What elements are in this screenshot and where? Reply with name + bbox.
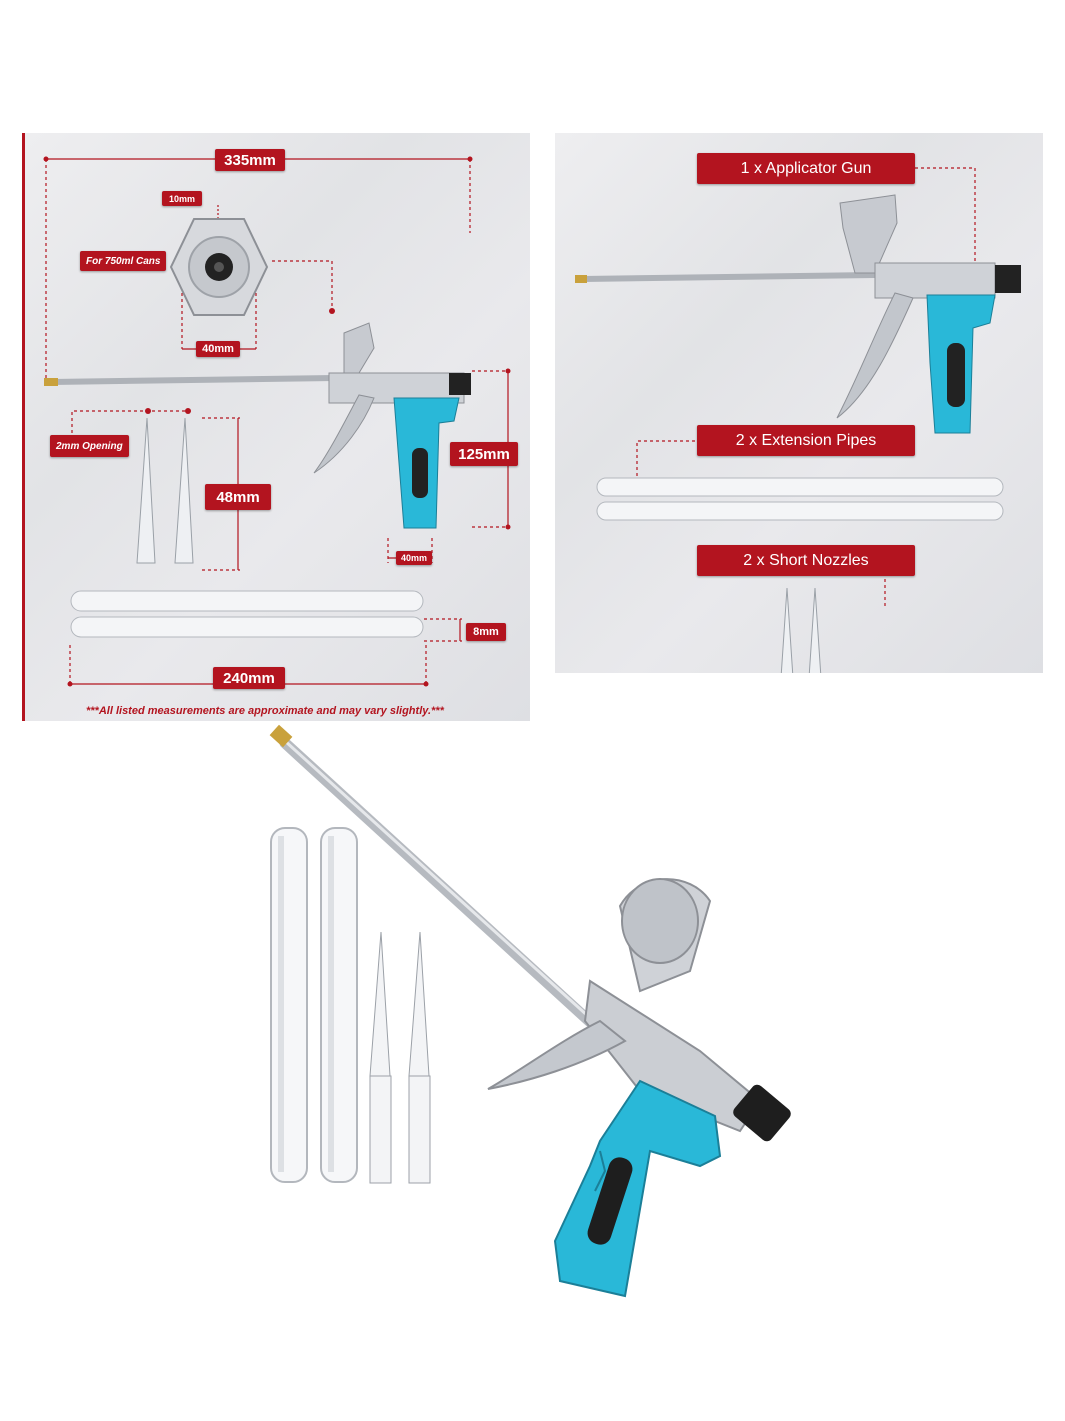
item-label-pipes: 2 x Extension Pipes xyxy=(697,425,915,456)
item-label-nozzles: 2 x Short Nozzles xyxy=(697,545,915,576)
dim-label-height: 125mm xyxy=(450,442,518,466)
dim-label-adapter-hole: 10mm xyxy=(162,191,202,206)
item-label-gun: 1 x Applicator Gun xyxy=(697,153,915,184)
contents-panel xyxy=(555,133,1043,673)
short-nozzles-image xyxy=(775,588,835,673)
extension-pipes-image xyxy=(595,476,1005,526)
dim-label-pipe-length: 240mm xyxy=(213,667,285,689)
extension-pipes-image xyxy=(69,585,429,645)
dim-label-nozzle-length: 48mm xyxy=(205,484,271,510)
extension-pipes xyxy=(271,828,357,1182)
can-adapter-image xyxy=(169,217,269,317)
dim-label-handle-width: 40mm xyxy=(396,551,432,565)
product-photo xyxy=(0,721,1065,1421)
dimensions-panel xyxy=(22,133,530,721)
disclaimer: ***All listed measurements are approximate and may vary slightly.*** xyxy=(86,705,444,717)
note-opening: 2mm Opening xyxy=(50,435,129,457)
note-cans: For 750ml Cans xyxy=(80,251,166,271)
dim-label-adapter-width: 40mm xyxy=(196,341,240,357)
short-nozzles xyxy=(370,932,430,1183)
short-nozzles-image xyxy=(127,413,197,573)
dim-label-pipe-diameter: 8mm xyxy=(466,623,506,641)
dim-label-width: 335mm xyxy=(215,149,285,171)
